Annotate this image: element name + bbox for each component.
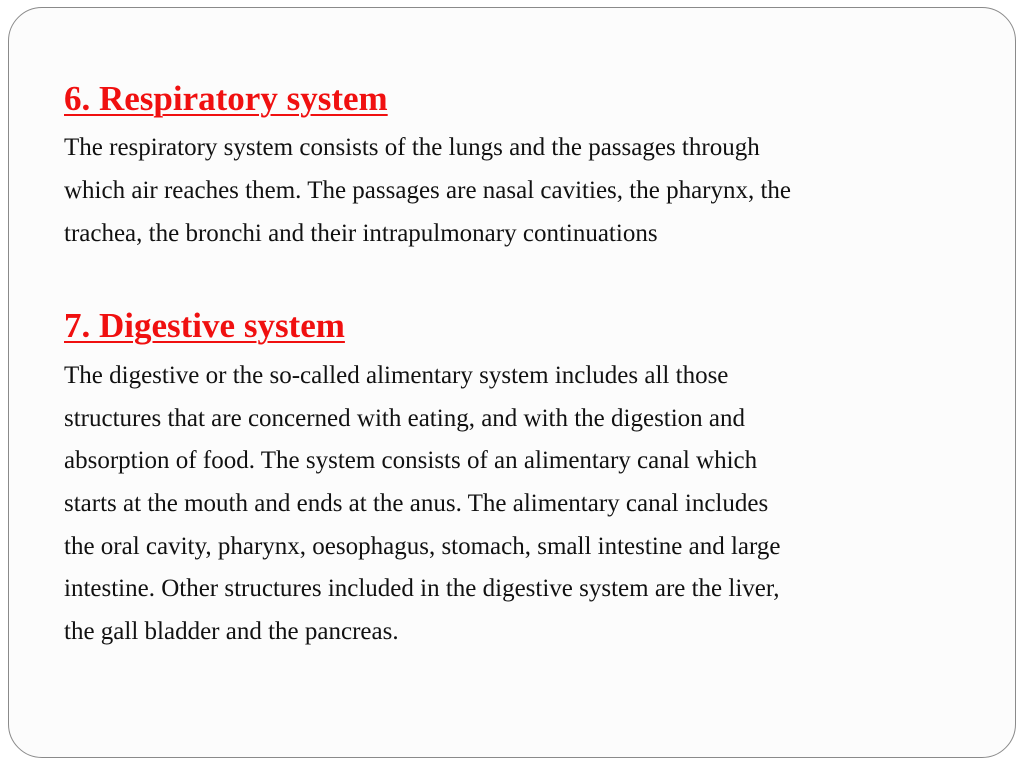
digestive-paragraph-line: absorption of food. The system consists of an alimentary canal which [64, 447, 758, 474]
digestive-paragraph-line: The digestive or the so-called alimentary system includes all those [64, 362, 729, 389]
digestive-paragraph-line: intestine. Other structures included in the digestive system are the liver, [64, 575, 780, 602]
digestive-paragraph-line: the oral cavity, pharynx, oesophagus, stomach, small intestine and large [64, 533, 781, 560]
respiratory-paragraph-line: The respiratory system consists of the lungs and the passages through [64, 134, 760, 161]
respiratory-paragraph-line: which air reaches them. The passages are nasal cavities, the pharynx, the [64, 177, 792, 204]
respiratory-system-heading: 6. Respiratory system [64, 79, 388, 118]
digestive-paragraph-line: structures that are concerned with eating, and with the digestion and [64, 405, 746, 432]
digestive-system-heading: 7. Digestive system [64, 306, 345, 345]
digestive-paragraph-line: starts at the mouth and ends at the anus. The alimentary canal includes [64, 490, 769, 517]
respiratory-paragraph-line: trachea, the bronchi and their intrapulmonary continuations [64, 220, 658, 247]
digestive-paragraph-line: the gall bladder and the pancreas. [64, 618, 399, 645]
